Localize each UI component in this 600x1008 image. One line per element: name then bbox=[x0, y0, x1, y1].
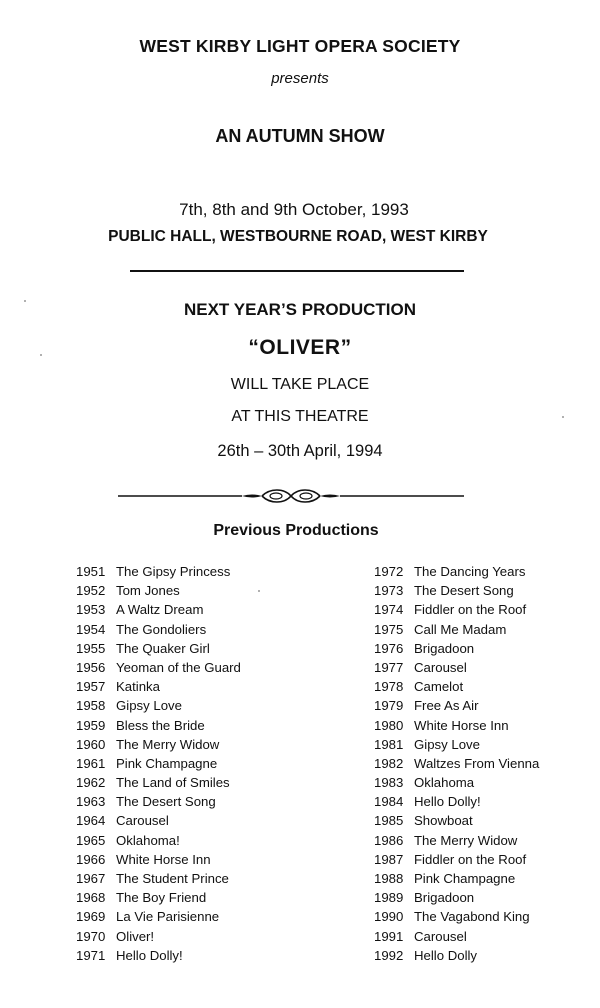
production-item bbox=[374, 850, 539, 869]
production-year: 1956 bbox=[76, 659, 106, 675]
production-title: The Dancing Years bbox=[414, 564, 526, 579]
production-item bbox=[76, 888, 241, 907]
production-item bbox=[76, 716, 241, 735]
production-title: The Vagabond King bbox=[414, 909, 530, 925]
production-title: Brigadoon bbox=[414, 640, 475, 656]
production-item bbox=[374, 869, 539, 888]
production-year: 1988 bbox=[374, 871, 404, 886]
production-title: Pink Champagne bbox=[116, 755, 218, 771]
production-item bbox=[374, 831, 539, 850]
production-title: Camelot bbox=[414, 679, 464, 695]
production-year: 1975 bbox=[374, 621, 404, 637]
production-item bbox=[374, 907, 539, 926]
production-title: A Waltz Dream bbox=[116, 602, 204, 618]
production-item bbox=[76, 869, 241, 888]
production-year: 1970 bbox=[76, 928, 106, 944]
production-item bbox=[76, 600, 241, 619]
production-item bbox=[374, 658, 539, 677]
production-item bbox=[374, 811, 539, 830]
production-year: 1966 bbox=[76, 851, 106, 867]
production-item bbox=[76, 754, 241, 773]
production-year: 1980 bbox=[374, 717, 404, 733]
production-title: The Merry Widow bbox=[116, 736, 220, 752]
production-item bbox=[374, 696, 539, 715]
production-year: 1969 bbox=[76, 909, 106, 925]
production-title: The Desert Song bbox=[414, 583, 514, 599]
production-year: 1978 bbox=[374, 679, 404, 695]
venue: PUBLIC HALL, WESTBOURNE ROAD, WEST KIRBY bbox=[108, 228, 488, 245]
production-item bbox=[374, 946, 539, 965]
presents-text: presents bbox=[271, 70, 329, 87]
production-item bbox=[374, 773, 539, 792]
production-item bbox=[76, 946, 241, 965]
production-item bbox=[76, 639, 241, 658]
production-item bbox=[374, 562, 539, 581]
production-item bbox=[76, 735, 241, 754]
next-production-line-2: AT THIS THEATRE bbox=[231, 408, 369, 425]
production-title: Hello Dolly bbox=[414, 947, 478, 963]
production-title: Fiddler on the Roof bbox=[414, 851, 527, 867]
production-year: 1953 bbox=[76, 602, 106, 618]
production-item bbox=[374, 620, 539, 639]
production-year: 1951 bbox=[76, 564, 106, 579]
production-year: 1987 bbox=[374, 851, 404, 867]
production-year: 1971 bbox=[76, 947, 106, 963]
next-production-heading: NEXT YEAR’S PRODUCTION bbox=[183, 300, 417, 319]
production-title: Brigadoon bbox=[414, 890, 475, 906]
production-title: Showboat bbox=[414, 813, 473, 829]
production-item bbox=[76, 658, 241, 677]
production-year: 1984 bbox=[374, 794, 404, 810]
production-item bbox=[76, 907, 241, 926]
production-title: Hello Dolly! bbox=[116, 947, 183, 963]
production-item bbox=[76, 773, 241, 792]
scan-speck bbox=[40, 354, 42, 356]
production-year: 1992 bbox=[374, 947, 404, 963]
production-item bbox=[374, 639, 539, 658]
production-title: La Vie Parisienne bbox=[116, 909, 220, 925]
production-title: Call Me Madam bbox=[414, 621, 507, 637]
production-year: 1990 bbox=[374, 909, 404, 925]
divider-rule bbox=[130, 270, 464, 272]
production-title: Yeoman of the Guard bbox=[116, 659, 241, 675]
production-item bbox=[76, 620, 241, 639]
production-title: The Desert Song bbox=[116, 794, 216, 810]
production-title: Oklahoma bbox=[414, 775, 475, 791]
production-title: Waltzes From Vienna bbox=[414, 755, 540, 771]
production-year: 1957 bbox=[76, 679, 106, 695]
production-title: Gipsy Love bbox=[414, 736, 480, 752]
production-year: 1961 bbox=[76, 755, 106, 771]
production-year: 1972 bbox=[374, 564, 404, 579]
production-year: 1979 bbox=[374, 698, 404, 714]
show-title: AN AUTUMN SHOW bbox=[215, 126, 385, 146]
production-item bbox=[76, 792, 241, 811]
production-year: 1983 bbox=[374, 775, 404, 791]
production-title: The Quaker Girl bbox=[116, 640, 210, 656]
previous-productions-heading: Previous Productions bbox=[213, 522, 379, 539]
production-title: Katinka bbox=[116, 679, 160, 695]
society-name: WEST KIRBY LIGHT OPERA SOCIETY bbox=[139, 36, 461, 56]
production-title: Oliver! bbox=[116, 928, 155, 944]
production-item bbox=[76, 677, 241, 696]
production-item bbox=[374, 754, 539, 773]
scan-speck bbox=[24, 300, 26, 302]
production-year: 1981 bbox=[374, 736, 404, 752]
production-year: 1985 bbox=[374, 813, 404, 829]
production-year: 1977 bbox=[374, 659, 404, 675]
production-title: Free As Air bbox=[414, 698, 479, 714]
production-year: 1986 bbox=[374, 832, 404, 848]
production-item bbox=[76, 927, 241, 946]
production-year: 1960 bbox=[76, 736, 106, 752]
production-title: Gipsy Love bbox=[116, 698, 182, 714]
productions-list-right bbox=[374, 562, 539, 965]
production-item bbox=[76, 850, 241, 869]
production-item bbox=[374, 927, 539, 946]
production-year: 1962 bbox=[76, 775, 106, 791]
production-title: Hello Dolly! bbox=[414, 794, 481, 810]
production-year: 1965 bbox=[76, 832, 106, 848]
production-item bbox=[76, 696, 241, 715]
production-item bbox=[374, 581, 539, 600]
production-title: Carousel bbox=[116, 813, 169, 829]
production-year: 1991 bbox=[374, 928, 404, 944]
next-production-title: “OLIVER” bbox=[248, 336, 352, 359]
productions-list-left bbox=[76, 562, 241, 965]
show-dates: 7th, 8th and 9th October, 1993 bbox=[179, 200, 409, 219]
scan-speck bbox=[258, 590, 260, 592]
production-year: 1968 bbox=[76, 890, 106, 906]
production-year: 1989 bbox=[374, 890, 404, 906]
production-title: White Horse Inn bbox=[116, 851, 211, 867]
production-title: The Merry Widow bbox=[414, 832, 518, 848]
flourish-divider-icon bbox=[118, 486, 464, 506]
production-item bbox=[76, 831, 241, 850]
production-year: 1964 bbox=[76, 813, 106, 829]
production-year: 1952 bbox=[76, 583, 106, 599]
production-title: White Horse Inn bbox=[414, 717, 509, 733]
production-year: 1976 bbox=[374, 640, 404, 656]
production-title: Carousel bbox=[414, 928, 467, 944]
production-year: 1982 bbox=[374, 755, 404, 771]
production-year: 1963 bbox=[76, 794, 106, 810]
production-year: 1955 bbox=[76, 640, 106, 656]
production-title: The Land of Smiles bbox=[116, 775, 230, 791]
production-year: 1974 bbox=[374, 602, 404, 618]
production-year: 1954 bbox=[76, 621, 106, 637]
production-year: 1967 bbox=[76, 871, 106, 886]
production-item bbox=[374, 792, 539, 811]
production-title: Oklahoma! bbox=[116, 832, 180, 848]
production-year: 1973 bbox=[374, 583, 404, 599]
production-item bbox=[76, 581, 241, 600]
production-item bbox=[374, 735, 539, 754]
production-title: Carousel bbox=[414, 659, 467, 675]
production-title: Tom Jones bbox=[116, 583, 180, 599]
production-title: Pink Champagne bbox=[414, 871, 516, 886]
production-title: Fiddler on the Roof bbox=[414, 602, 527, 618]
production-title: The Student Prince bbox=[116, 871, 229, 886]
production-item bbox=[374, 888, 539, 907]
production-title: Bless the Bride bbox=[116, 717, 205, 733]
production-item bbox=[374, 600, 539, 619]
production-year: 1958 bbox=[76, 698, 106, 714]
production-item bbox=[76, 811, 241, 830]
production-title: The Gipsy Princess bbox=[116, 564, 231, 579]
production-item bbox=[76, 562, 241, 581]
production-item bbox=[374, 716, 539, 735]
next-production-line-1: WILL TAKE PLACE bbox=[230, 376, 370, 393]
next-production-dates: 26th – 30th April, 1994 bbox=[217, 442, 383, 460]
production-year: 1959 bbox=[76, 717, 106, 733]
production-title: The Gondoliers bbox=[116, 621, 207, 637]
scan-speck bbox=[562, 416, 564, 418]
production-item bbox=[374, 677, 539, 696]
production-title: The Boy Friend bbox=[116, 890, 207, 906]
